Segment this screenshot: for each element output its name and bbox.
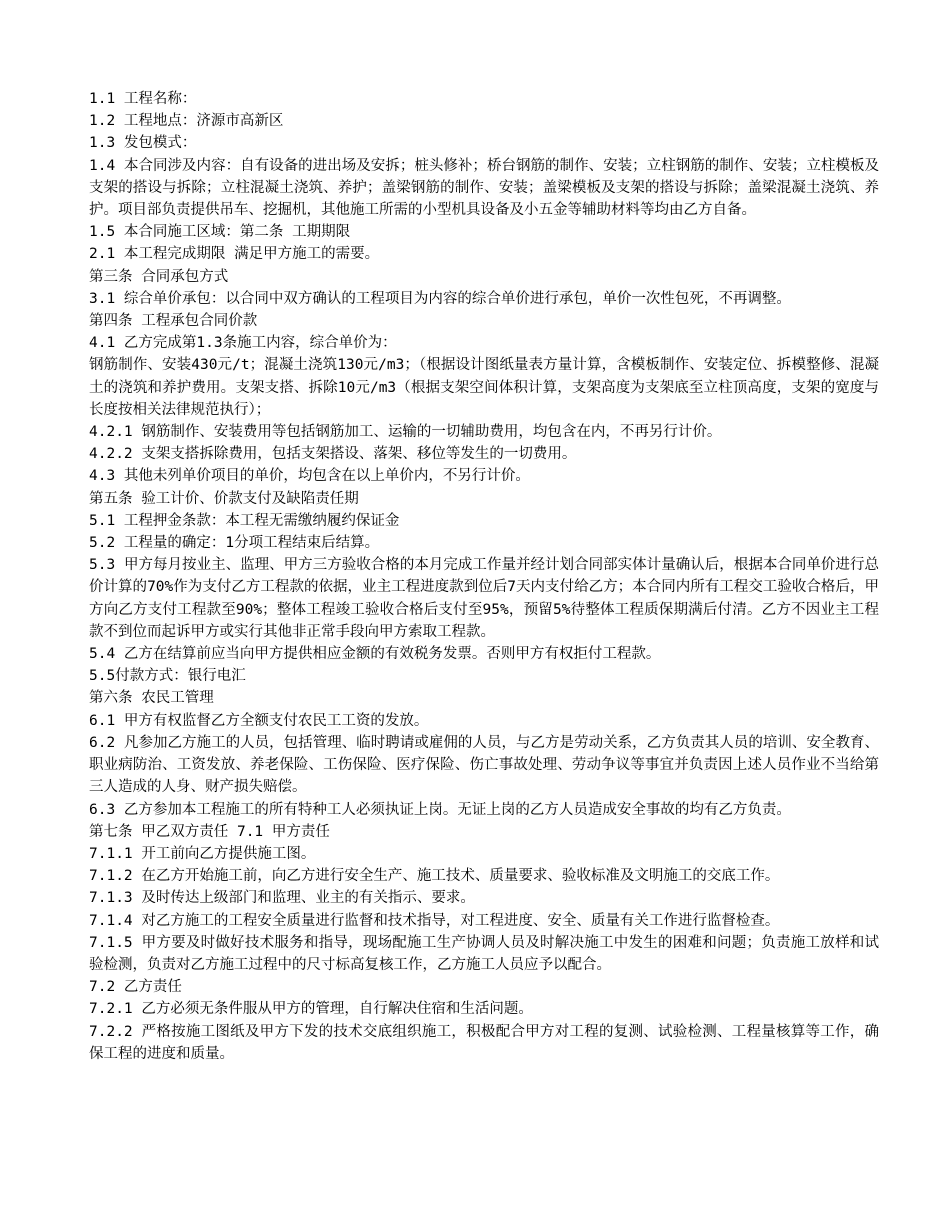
clause-7-2-heading: 7.2 乙方责任 [89,979,182,996]
article-7-heading: 第七条 甲乙双方责任 7.1 甲方责任 [89,823,330,840]
article-4-heading: 第四条 工程承包合同价款 [89,313,258,330]
article-3-heading: 第三条 合同承包方式 [89,268,229,285]
clause-7-1-2: 7.1.2 在乙方开始施工前，向乙方进行安全生产、施工技术、质量要求、验收标准及文明施工的交底工作。 [89,868,780,885]
clause-1-5: 1.5 本合同施工区域：第二条 工期期限 [89,224,351,241]
article-6-heading: 第六条 农民工管理 [89,690,214,707]
clause-1-1: 1.1 工程名称： [89,91,197,107]
clause-1-3: 1.3 发包模式： [89,135,197,152]
clause-6-3: 6.3 乙方参加本工程施工的所有特种工人必须执证上岗。无证上岗的乙方人员造成安全事故的均有乙方负责。 [89,801,791,818]
clause-5-2: 5.2 工程量的确定：1分项工程结束后结算。 [89,535,380,552]
article-5-heading: 第五条 验工计价、价款支付及缺陷责任期 [89,490,359,507]
clause-4-1-prices: 钢筋制作、安装430元/t；混凝土浇筑130元/m3；（根据设计图纸量表方量计算，含模板制作、安装定位、拆模整修、混凝土的浇筑和养护费用。支架支搭、拆除10元/m3（根据支架空间体积计算，支架高度为支架底至立柱顶高度，支架的宽度与长度按相关法律规范执行）； [89,357,879,418]
clause-6-1: 6.1 甲方有权监督乙方全额支付农民工工资的发放。 [89,712,429,729]
clause-7-1-1: 7.1.1 开工前向乙方提供施工图。 [89,845,316,862]
clause-1-2: 1.2 工程地点：济源市高新区 [89,113,284,130]
clause-5-4: 5.4 乙方在结算前应当向甲方提供相应金额的有效税务发票。否则甲方有权拒付工程款。 [89,646,661,663]
clause-4-2-2: 4.2.2 支架支搭拆除费用，包括支架搭设、落架、移位等发生的一切费用。 [89,446,577,463]
clause-4-2-1: 4.2.1 钢筋制作、安装费用等包括钢筋加工、运输的一切辅助费用，均包含在内，不再另行计价。 [89,424,722,441]
clause-7-2-2: 7.2.2 严格按施工图纸及甲方下发的技术交底组织施工，积极配合甲方对工程的复测、试验检测、工程量核算等工作，确保工程的进度和质量。 [89,1023,879,1062]
contract-document [89,88,879,1065]
clause-4-3: 4.3 其他未列单价项目的单价，均包含在以上单价内，不另行计价。 [89,468,530,485]
clause-6-2: 6.2 凡参加乙方施工的人员，包括管理、临时聘请或雇佣的人员，与乙方是劳动关系，乙方负责其人员的培训、安全教育、职业病防治、工资发放、养老保险、工伤保险、医疗保险、伤亡事故处理、劳动争议等事宜并负责因上述人员作业不当给第三人造成的人身、财产损失赔偿。 [89,734,879,796]
clause-5-5: 5.5付款方式：银行电汇 [89,668,246,685]
clause-4-1: 4.1 乙方完成第1.3条施工内容，综合单价为： [89,335,397,352]
clause-7-1-5: 7.1.5 甲方要及时做好技术服务和指导，现场配施工生产协调人员及时解决施工中发生的困难和问题；负责施工放样和试验检测，负责对乙方施工过程中的尺寸标高复核工作，乙方施工人员应予以配合。 [89,934,879,973]
clause-1-4: 1.4 本合同涉及内容：自有设备的进出场及安拆；桩头修补；桥台钢筋的制作、安装；立柱钢筋的制作、安装；立柱模板及支架的搭设与拆除；立柱混凝土浇筑、养护；盖梁钢筋的制作、安装；盖梁模板及支架的搭设与拆除；盖梁混凝土浇筑、养护。项目部负责提供吊车、挖掘机，其他施工所需的小型机具设备及小五金等辅助材料等均由乙方自备。 [89,157,879,219]
clause-7-1-4: 7.1.4 对乙方施工的工程安全质量进行监督和技术指导，对工程进度、安全、质量有关工作进行监督检查。 [89,912,780,929]
clause-5-3: 5.3 甲方每月按业主、监理、甲方三方验收合格的本月完成工作量并经计划合同部实体计量确认后，根据本合同单价进行总价计算的70%作为支付乙方工程款的依据，业主工程进度款到位后7天内支付给乙方；本合同内所有工程交工验收合格后，甲方向乙方支付工程款至90%；整体工程竣工验收合格后支付至95%，预留5%待整体工程质保期满后付清。乙方不因业主工程款不到位而起诉甲方或实行其他非正常手段向甲方索取工程款。 [89,557,879,640]
clause-3-1: 3.1 综合单价承包：以合同中双方确认的工程项目为内容的综合单价进行承包，单价一次性包死，不再调整。 [89,290,791,307]
clause-2-1: 2.1 本工程完成期限 满足甲方施工的需要。 [89,246,380,263]
clause-5-1: 5.1 工程押金条款：本工程无需缴纳履约保证金 [89,512,400,529]
clause-7-1-3: 7.1.3 及时传达上级部门和监理、业主的有关指示、要求。 [89,890,475,907]
clause-7-2-1: 7.2.1 乙方必须无条件服从甲方的管理，自行解决住宿和生活问题。 [89,1001,533,1018]
